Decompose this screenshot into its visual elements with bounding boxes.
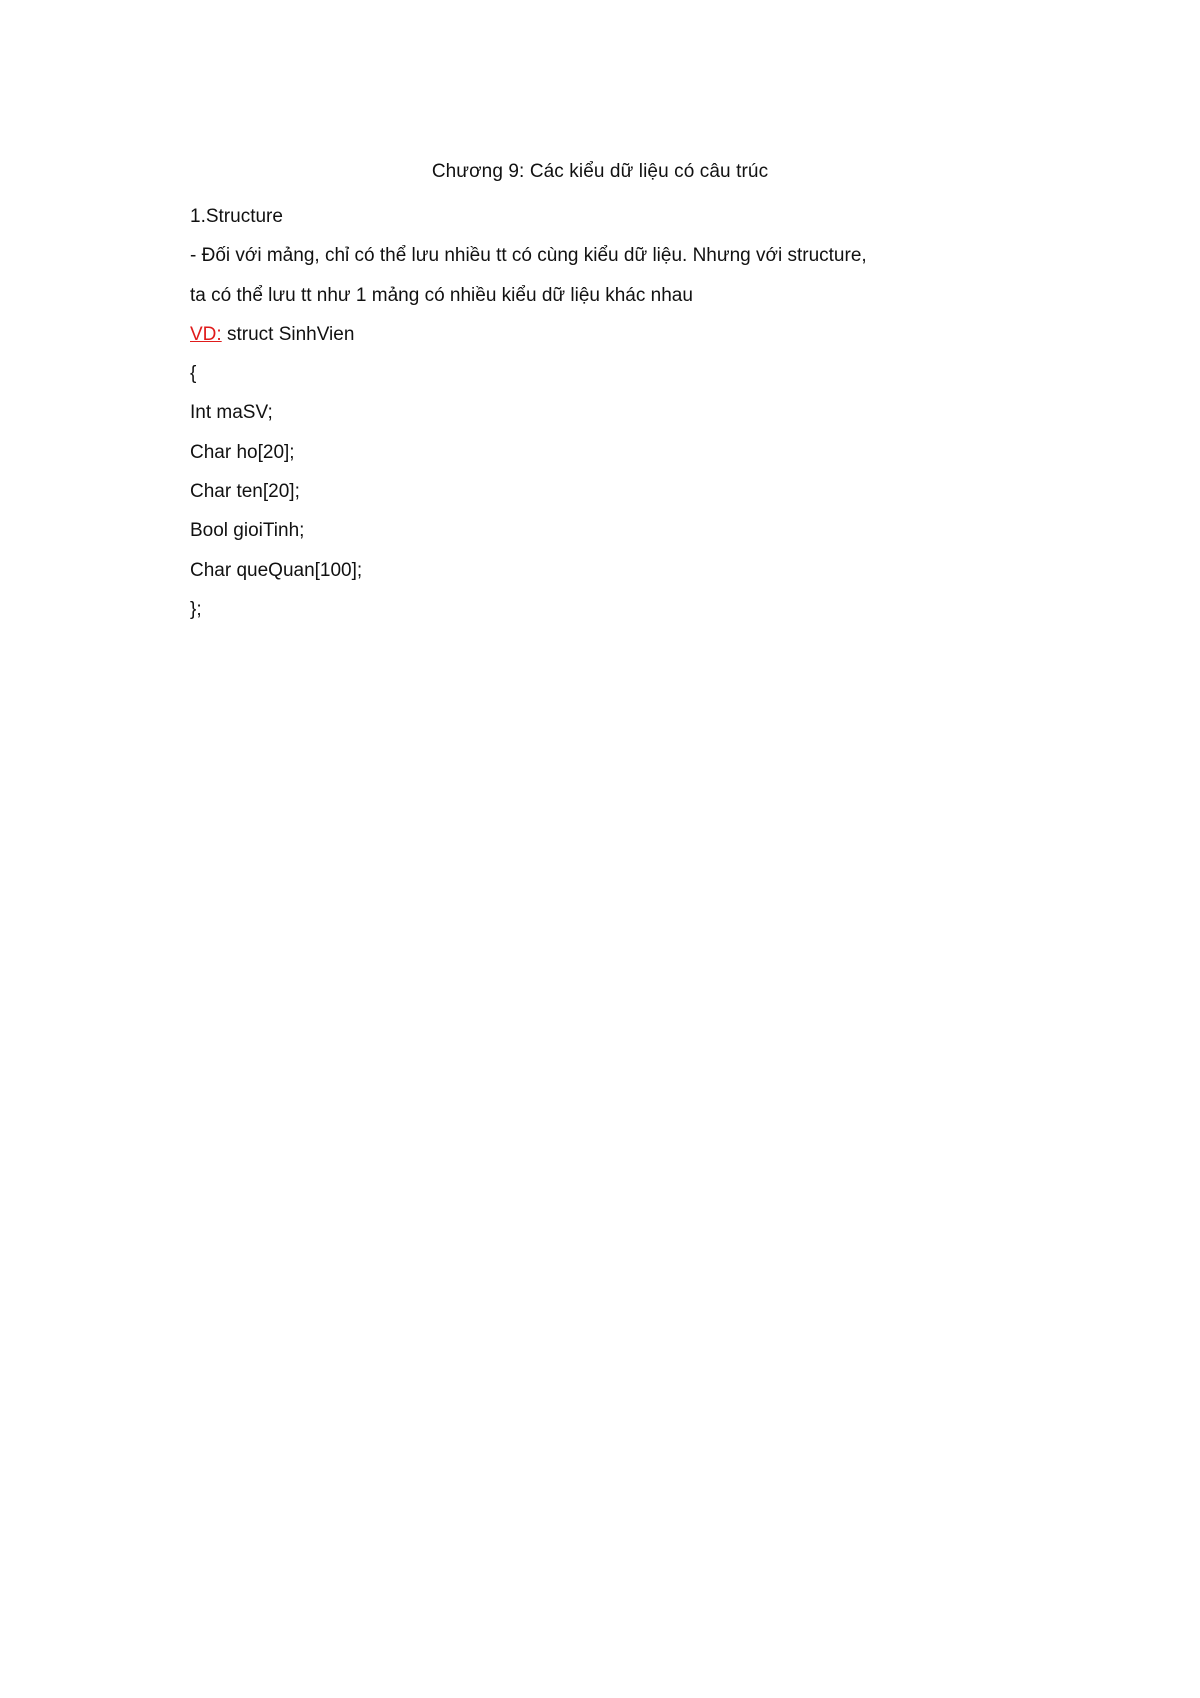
code-line-ho: Char ho[20]; [190, 441, 295, 463]
chapter-title: Chương 9: Các kiểu dữ liệu có câu trúc [431, 161, 769, 182]
document-body [190, 197, 990, 629]
code-line-quequan: Char queQuan[100]; [190, 559, 363, 581]
example-struct-declaration: struct SinhVien [221, 323, 355, 345]
code-line-close-brace: }; [190, 598, 202, 620]
example-label: VD: [190, 323, 222, 345]
section-heading: 1.Structure [190, 206, 283, 227]
code-line-open-brace: { [190, 363, 197, 385]
code-line-ten: Char ten[20]; [190, 481, 300, 503]
paragraph-line-1: - Đối với mảng, chỉ có thể lưu nhiều tt có cùng kiểu dữ liệu. Nhưng với structure, [190, 245, 867, 267]
paragraph-line-2: ta có thể lưu tt như 1 mảng có nhiều kiểu dữ liệu khác nhau [190, 284, 693, 306]
example-line [190, 315, 990, 354]
code-line-gioitinh: Bool gioiTinh; [190, 520, 305, 542]
code-line-masv: Int maSV; [190, 402, 273, 424]
